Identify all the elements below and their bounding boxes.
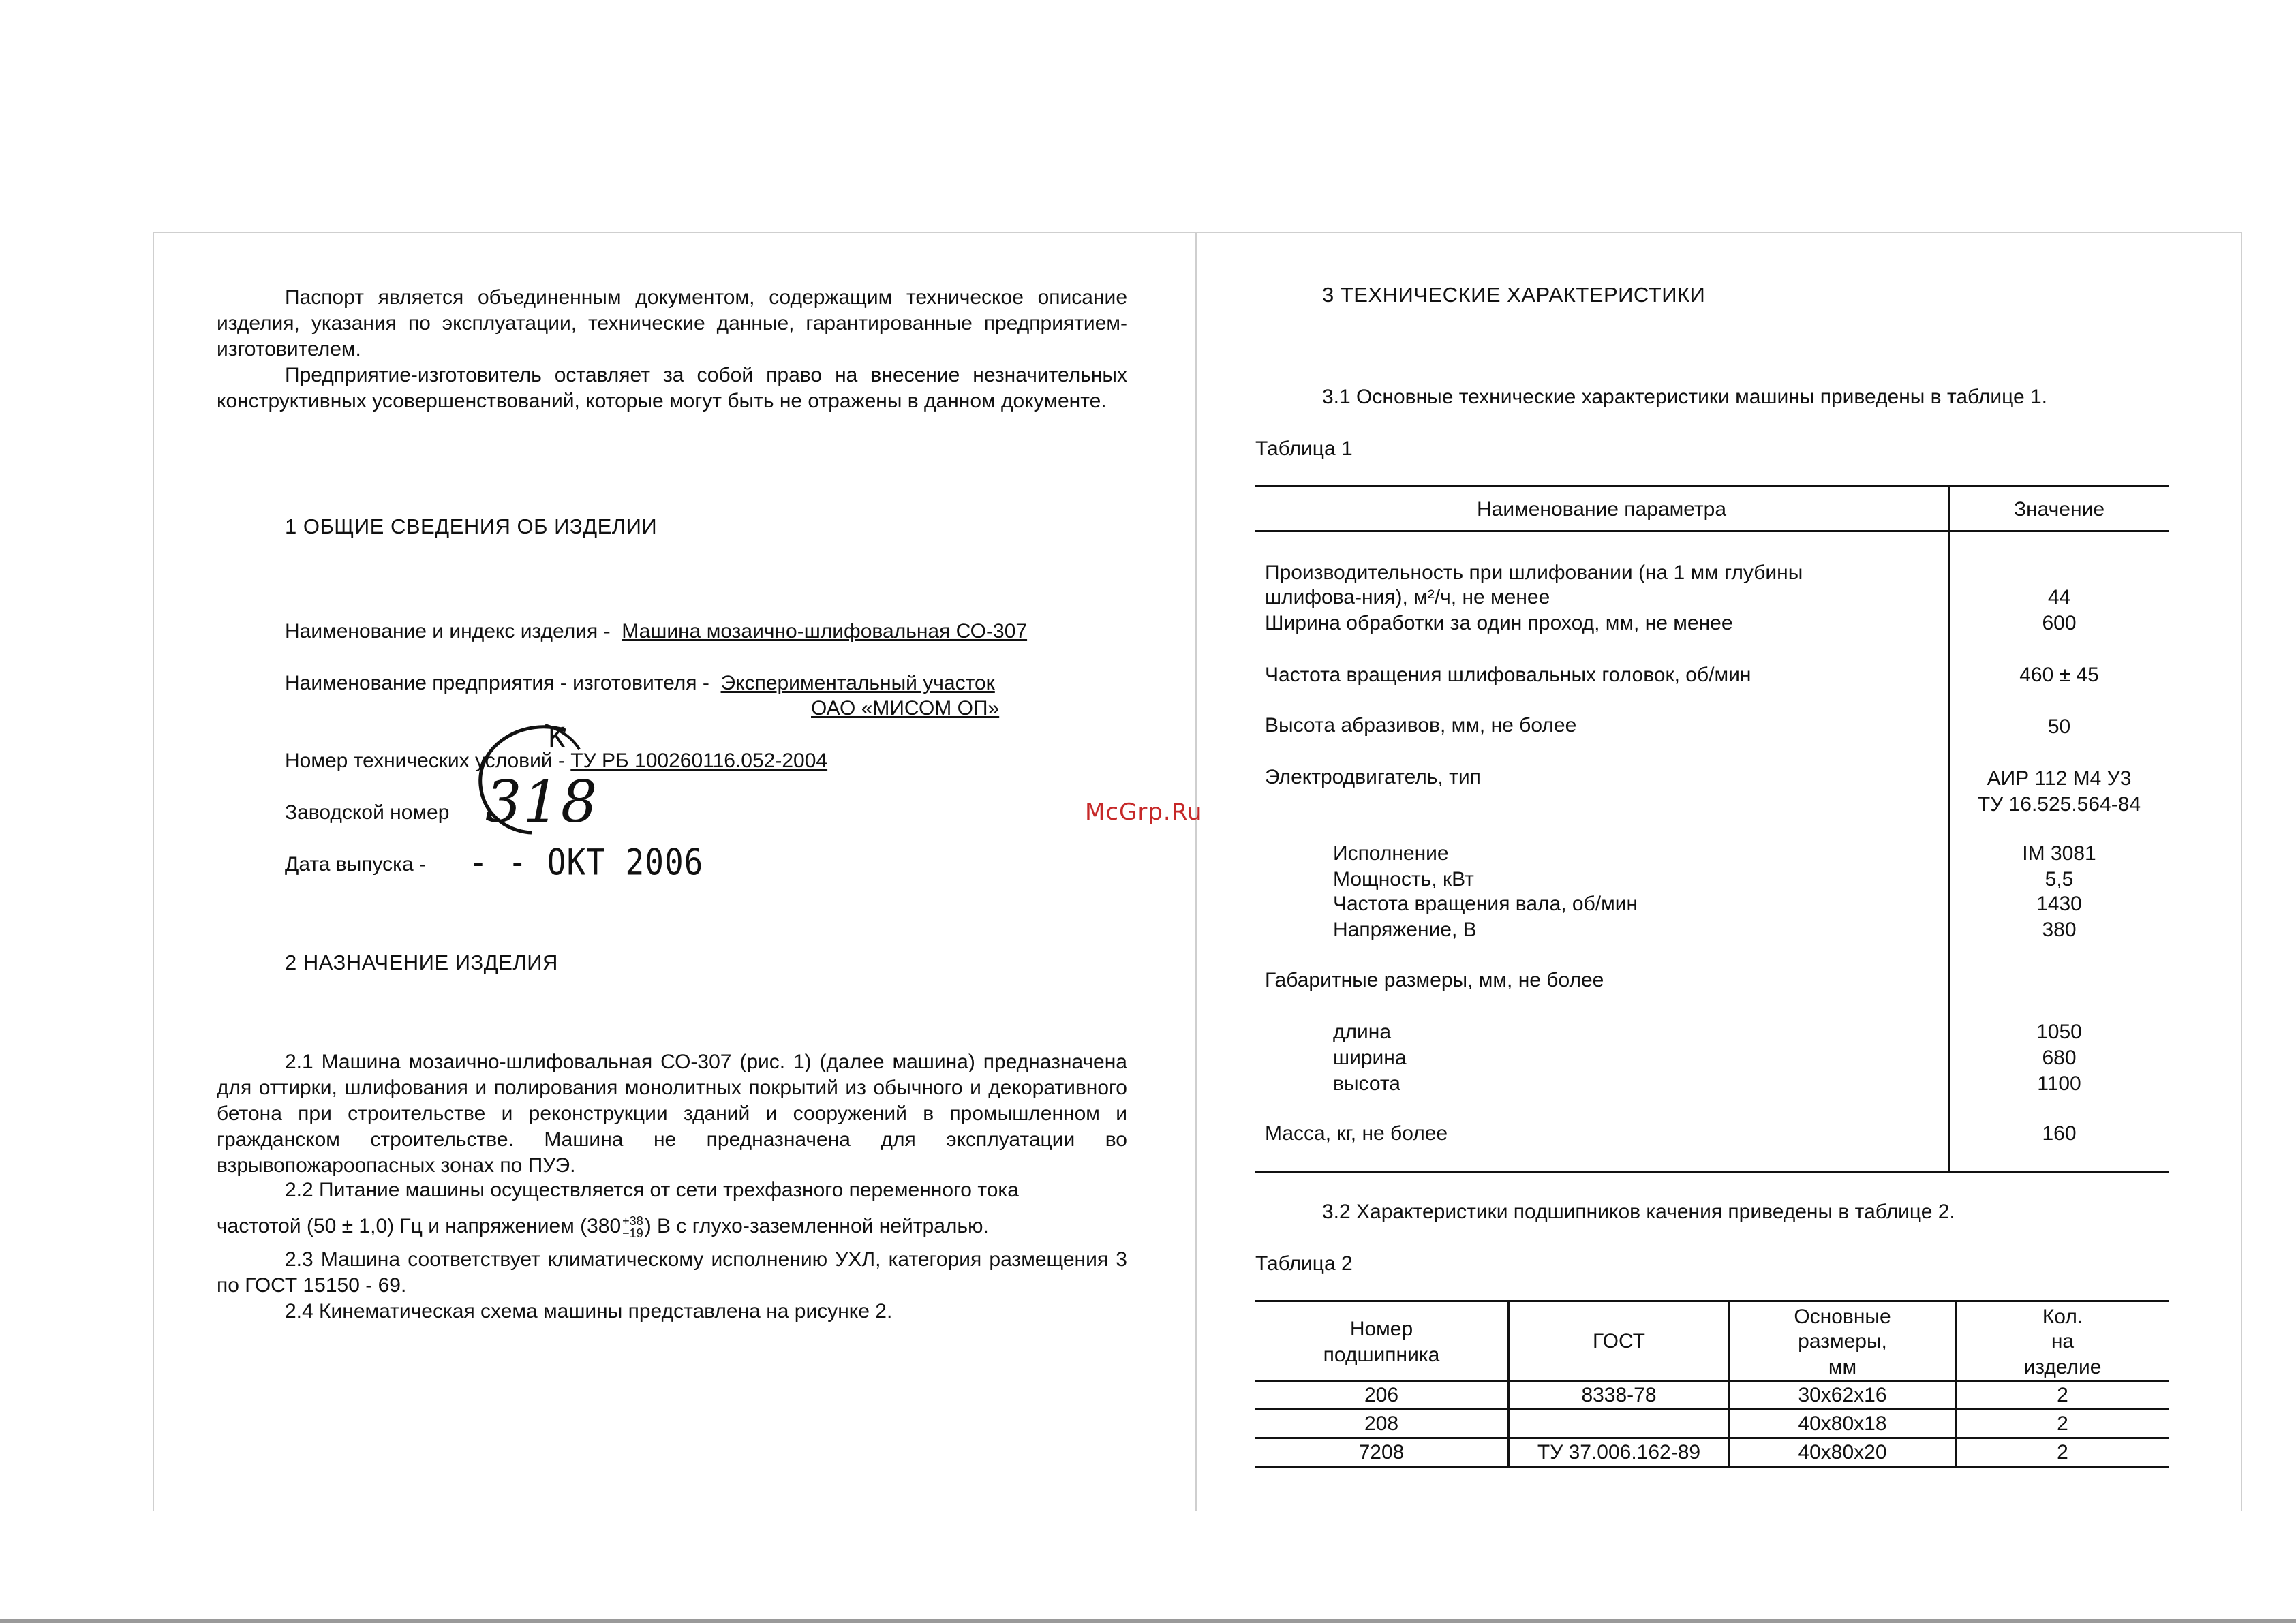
t1-value-shaft-speed: 1430: [2036, 893, 2082, 915]
t2-cell: 2: [2057, 1412, 2068, 1435]
manufacturer-value-2: ОАО «МИСОМ ОП»: [811, 697, 1000, 720]
t2-cell: ТУ 37.006.162-89: [1537, 1441, 1701, 1464]
paragraph-2-3: 2.3 Машина соответствует климатическому исполнению УХЛ, категория размещения 3 по ГОСТ 15150 - 69.: [217, 1248, 1127, 1297]
manufacturer-label: Наименование предприятия - изготовителя - Экспериментальный участок: [285, 672, 995, 694]
bottom-band: [0, 1619, 2296, 1623]
t1-row-mass: Масса, кг, не более: [1265, 1122, 1448, 1145]
tu-value: ТУ РБ 100260116.052-2004: [570, 749, 828, 772]
t1-value-abrasive-height: 50: [2047, 715, 2071, 738]
table-1-caption: Таблица 1: [1255, 437, 1353, 460]
t2-cell: 2: [2057, 1384, 2068, 1406]
release-date-value: - - ОКТ 2006: [469, 840, 704, 884]
paragraph-2-2: 2.2 Питание машины осуществляется от сети трехфазного переменного тока: [285, 1179, 1019, 1201]
t1-value-length: 1050: [2036, 1021, 2082, 1043]
section-3-title: 3 ТЕХНИЧЕСКИЕ ХАРАКТЕРИСТИКИ: [1322, 283, 1706, 307]
t2-header-size-2: размеры,: [1798, 1330, 1887, 1352]
paragraph-2-1: 2.1 Машина мозаично-шлифовальная СО-307 (рис. 1) (далее машина) предназначена для оттирки, шлифования и полирования монолитных покрытий из обычного и декоративного бетона при строительстве и реконструкции зданий и сооружений в промышленном и гражданском строительстве. Машина не предназначена для эксплуатации во взрывопожароопасных зонах по ПУЭ.: [217, 1051, 1127, 1177]
t1-row-shaft-speed: Частота вращения вала, об/мин: [1333, 893, 1638, 915]
paragraph-3-1: 3.1 Основные технические характеристики машины приведены в таблице 1.: [1322, 386, 2048, 408]
t1-value-breadth: 680: [2042, 1047, 2077, 1069]
paragraph-3-2: 3.2 Характеристики подшипников качения приведены в таблице 2.: [1322, 1201, 1955, 1223]
t1-value-head-speed: 460 ± 45: [2019, 664, 2099, 686]
stamp-mark: К: [549, 722, 566, 754]
t1-row-voltage: Напряжение, В: [1333, 918, 1477, 941]
product-name-label: Наименование и индекс изделия - Машина мозаично-шлифовальная СО-307: [285, 620, 1028, 643]
product-name-value: Машина мозаично-шлифовальная СО-307: [622, 620, 1028, 643]
t2-cell: 2: [2057, 1441, 2068, 1464]
t1-value-motor-tu: ТУ 16.525.564-84: [1977, 793, 2141, 816]
t1-row-breadth: ширина: [1333, 1047, 1407, 1069]
section-1-title: 1 ОБЩИЕ СВЕДЕНИЯ ОБ ИЗДЕЛИИ: [285, 514, 658, 538]
serial-number-label: Заводской номер: [285, 801, 450, 824]
t2-header-size-1: Основные: [1794, 1305, 1891, 1328]
t2-cell: 206: [1364, 1384, 1399, 1406]
manufacturer-value-1: Экспериментальный участок: [720, 672, 995, 694]
t2-cell: 7208: [1358, 1441, 1405, 1464]
intro-paragraph-1: Паспорт является объединенным документом, содержащим техническое описание изделия, указания по эксплуатации, технические данные, гарантированные предприятием-изготовителем.: [217, 286, 1127, 360]
t1-value-width: 600: [2042, 612, 2077, 634]
paragraph-2-4: 2.4 Кинематическая схема машины представлена на рисунке 2.: [285, 1300, 893, 1323]
t2-header-size-3: мм: [1828, 1356, 1857, 1378]
t2-header-gost: ГОСТ: [1593, 1330, 1645, 1352]
table-1-header-param: Наименование параметра: [1476, 498, 1727, 521]
release-date-label: Дата выпуска -: [285, 853, 426, 876]
t1-value-voltage: 380: [2042, 918, 2077, 941]
t1-value-motor-type: АИР 112 М4 У3: [1987, 767, 2132, 790]
t2-header-number-1: Номер: [1349, 1318, 1413, 1340]
t1-row-head-speed: Частота вращения шлифовальных головок, об/мин: [1265, 664, 1751, 686]
serial-number-value: 318: [485, 769, 599, 835]
tu-label: Номер технических условий - ТУ РБ 100260116.052-2004: [285, 749, 828, 772]
t2-cell: 8338-78: [1581, 1384, 1657, 1406]
t1-row-power: Мощность, кВт: [1333, 868, 1474, 891]
t2-header-qty-3: изделие: [2023, 1356, 2102, 1378]
t1-row-abrasive-height: Высота абразивов, мм, не более: [1265, 714, 1577, 737]
t1-row-motor: Электродвигатель, тип: [1265, 766, 1481, 788]
t1-value-mass: 160: [2042, 1122, 2077, 1145]
t1-row-length: длина: [1333, 1021, 1392, 1043]
table-2-caption: Таблица 2: [1255, 1252, 1353, 1275]
paragraph-2-2-cont: частотой (50 ± 1,0) Гц и напряжением (380 +38 −19 ) В с глухо-заземленной нейтралью.: [217, 1214, 989, 1241]
t1-row-productivity-1: Производительность при шлифовании (на 1 мм глубины: [1265, 561, 1803, 584]
t2-cell: 208: [1364, 1412, 1399, 1435]
watermark: McGrp.Ru: [1085, 799, 1203, 826]
section-2-title: 2 НАЗНАЧЕНИЕ ИЗДЕЛИЯ: [285, 950, 558, 974]
intro-paragraph-2: Предприятие-изготовитель оставляет за собой право на внесение незначительных конструктивных усовершенствований, которые могут быть не отражены в данном документе.: [217, 364, 1127, 412]
t1-value-productivity: 44: [2047, 586, 2071, 608]
t2-cell: 30x62x16: [1798, 1384, 1887, 1406]
t2-header-number-2: подшипника: [1323, 1344, 1440, 1366]
t2-header-qty-1: Кол.: [2042, 1305, 2083, 1328]
t1-row-design: Исполнение: [1333, 842, 1449, 865]
t2-cell: 40x80x20: [1798, 1441, 1887, 1464]
t1-row-productivity-2: шлифова-ния), м²/ч, не менее: [1265, 586, 1550, 608]
t2-cell: 40x80x18: [1798, 1412, 1887, 1435]
t1-row-dimensions: Габаритные размеры, мм, не более: [1265, 969, 1604, 991]
t1-value-design: IM 3081: [2022, 842, 2096, 865]
t1-row-width: Ширина обработки за один проход, мм, не менее: [1265, 612, 1733, 634]
t1-value-height: 1100: [2037, 1072, 2081, 1095]
t1-row-height: высота: [1333, 1072, 1400, 1095]
table-1-header-value: Значение: [2013, 498, 2105, 521]
t1-value-power: 5,5: [2045, 868, 2074, 891]
t2-header-qty-2: на: [2051, 1330, 2075, 1352]
